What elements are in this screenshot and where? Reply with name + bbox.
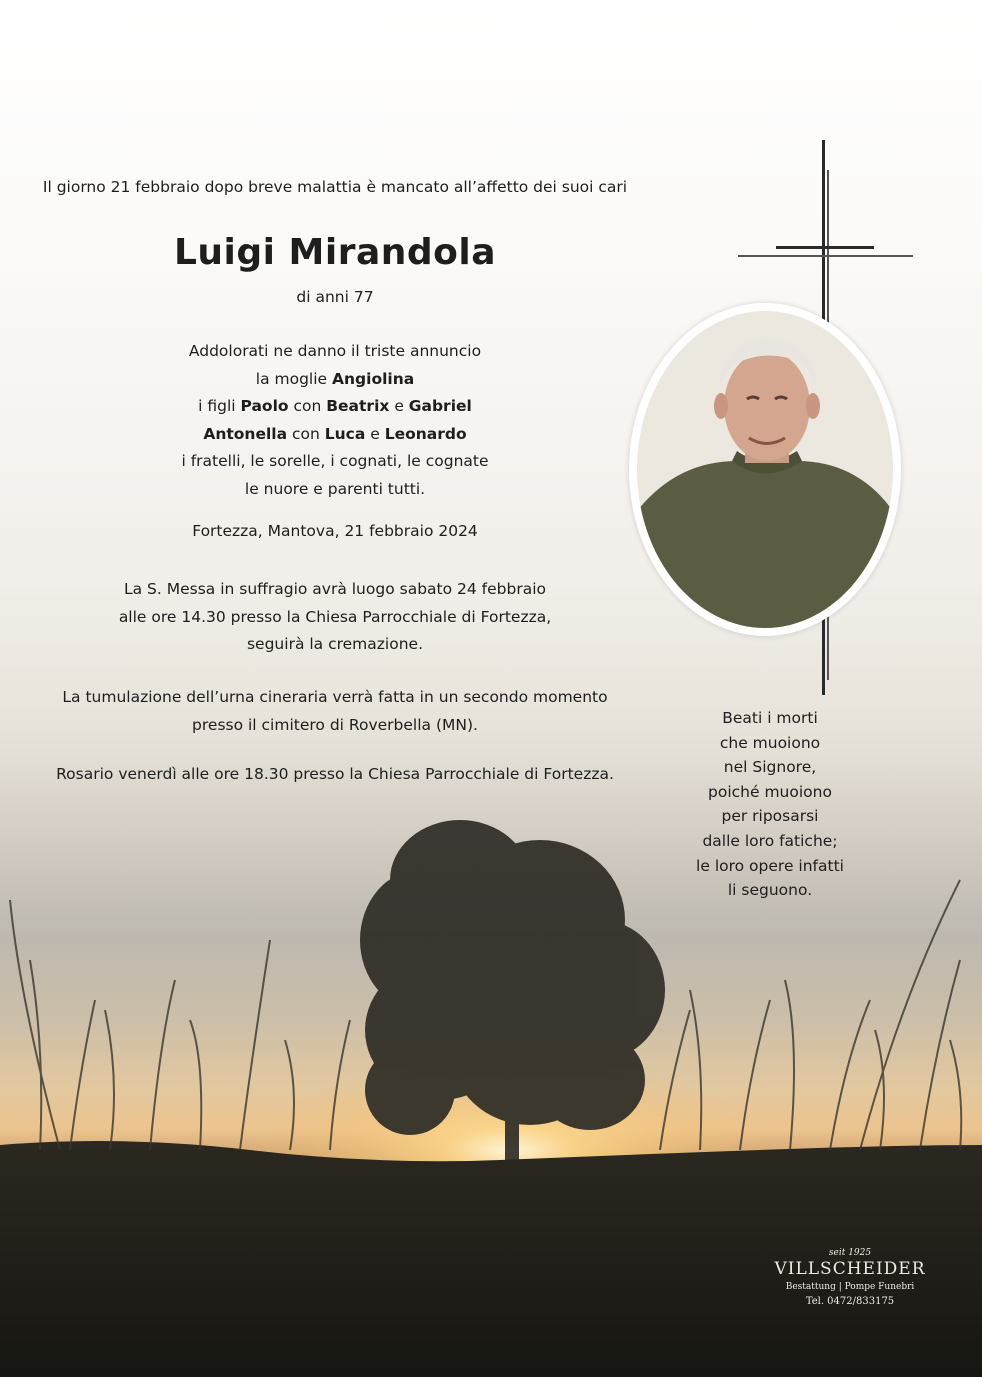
- child-name: Antonella: [203, 424, 288, 443]
- logo-brand: VILLSCHEIDER: [774, 1259, 926, 1279]
- verse-line: per riposarsi: [721, 807, 819, 826]
- burial-info: [40, 684, 630, 739]
- funeral-home-logo: [770, 1248, 930, 1307]
- intro-text: Il giorno 21 febbraio dopo breve malattia è mancato all’affetto dei suoi cari: [42, 178, 628, 196]
- portrait-photo: [637, 311, 893, 628]
- bible-verse: [690, 706, 850, 903]
- conjunction: con: [287, 424, 325, 443]
- place-date: Fortezza, Mantova, 21 febbraio 2024: [192, 522, 478, 540]
- logo-telephone: Tel. 0472/833175: [805, 1296, 895, 1307]
- verse-line: che muoiono: [719, 733, 821, 752]
- family-line-1: Addolorati ne danno il triste annuncio: [188, 342, 482, 360]
- portrait-illustration: [637, 311, 893, 628]
- rosary-info: Rosario venerdì alle ore 18.30 presso la Chiesa Parrocchiale di Fortezza.: [56, 765, 614, 783]
- logo-since: seit 1925: [828, 1248, 872, 1258]
- partner-name: Beatrix: [326, 397, 390, 415]
- cross-horizontal-thin: [738, 255, 913, 257]
- family-line-5: i fratelli, le sorelle, i cognati, le cognate: [181, 452, 489, 470]
- mass-info: [40, 576, 630, 659]
- grandchild-name: Gabriel: [408, 397, 472, 415]
- conjunction: e: [389, 397, 409, 415]
- partner-name: Luca: [324, 424, 366, 443]
- verse-line: Beati i morti: [722, 709, 818, 727]
- family-line-children-2: [40, 421, 630, 449]
- family-line-6: le nuore e parenti tutti.: [244, 479, 426, 498]
- verse-line: li seguono.: [727, 881, 813, 900]
- deceased-name: Luigi Mirandola: [173, 232, 497, 273]
- verse-line: nel Signore,: [723, 758, 817, 777]
- cross-horizontal: [776, 246, 874, 249]
- family-announcement: [40, 338, 630, 503]
- burial-line: presso il cimitero di Roverbella (MN).: [192, 715, 478, 734]
- mass-line: alle ore 14.30 presso la Chiesa Parrocchiale di Fortezza,: [118, 607, 552, 626]
- verse-line: dalle loro fatiche;: [702, 831, 838, 850]
- verse-line: poiché muoiono: [708, 782, 832, 801]
- family-line-children: [40, 393, 630, 421]
- mass-line: La S. Messa in suffragio avrà luogo sabato 24 febbraio: [123, 580, 546, 598]
- family-line-wife: [40, 366, 630, 394]
- children-prefix: i figli: [198, 397, 241, 415]
- burial-line: La tumulazione dell’urna cineraria verrà fatta in un secondo momento: [62, 688, 608, 706]
- wife-name: Angiolina: [332, 369, 415, 388]
- logo-subtitle: Bestattung | Pompe Funebri: [785, 1282, 915, 1292]
- conjunction: e: [365, 424, 385, 443]
- mass-line: seguirà la cremazione.: [246, 635, 423, 653]
- verse-line: le loro opere infatti: [696, 856, 844, 875]
- deceased-age: di anni 77: [296, 288, 374, 306]
- grandchild-name: Leonardo: [384, 424, 467, 443]
- child-name: Paolo: [240, 397, 289, 415]
- conjunction: con: [288, 397, 327, 415]
- wife-prefix: la moglie: [255, 369, 332, 388]
